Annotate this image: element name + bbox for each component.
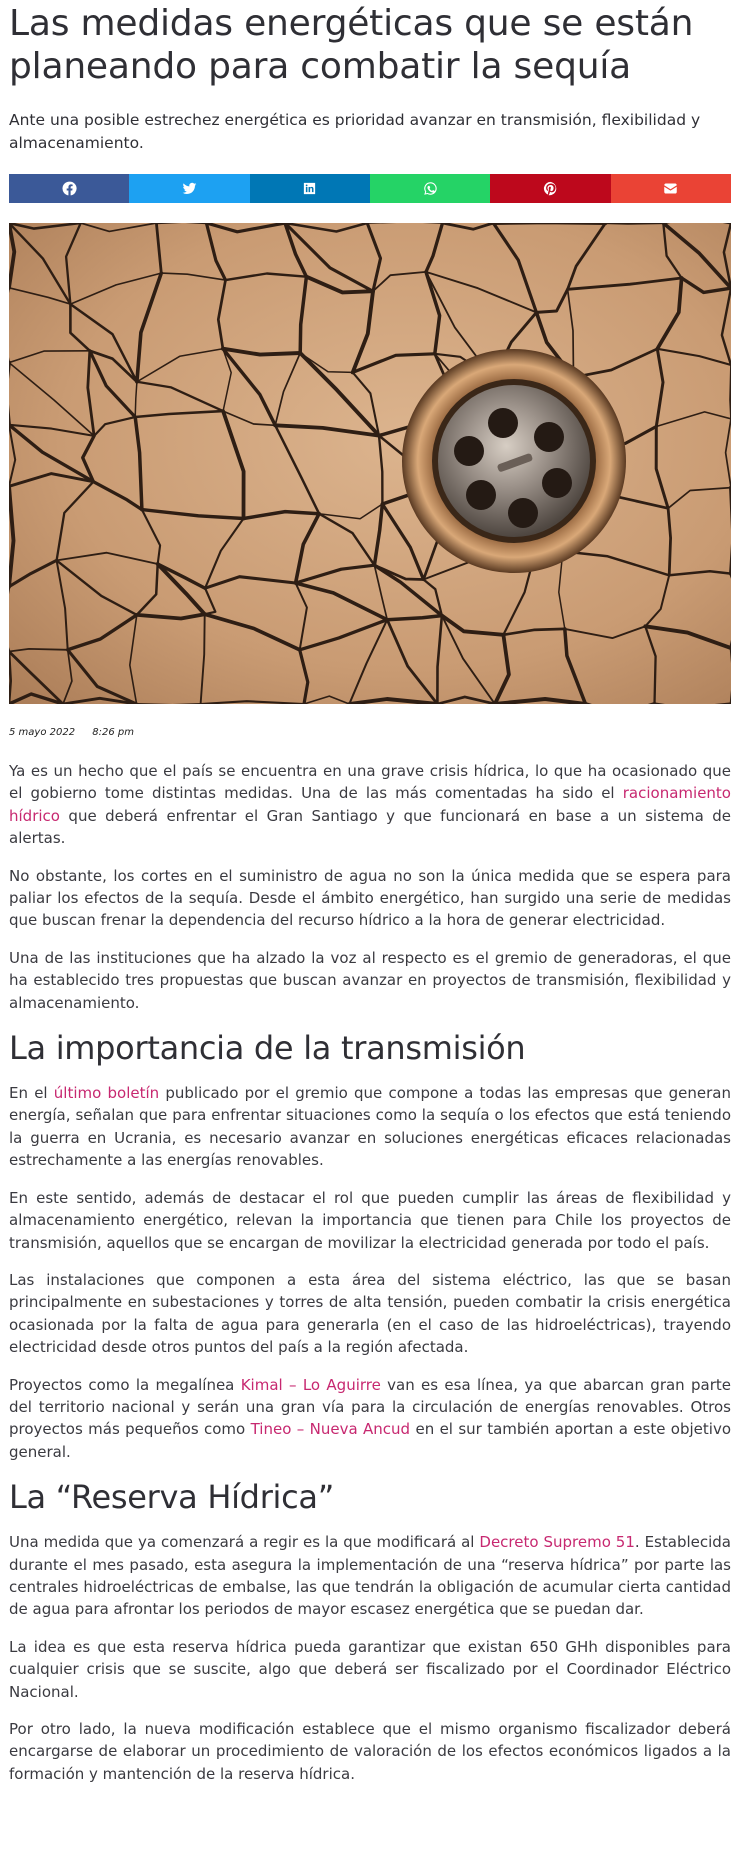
link-tineo-nueva-ancud[interactable]: Tineo – Nueva Ancud (250, 1420, 411, 1439)
text: Una medida que ya comenzará a regir es la que modificará al (9, 1533, 480, 1552)
paragraph (9, 1082, 731, 1172)
share-email-button[interactable] (611, 174, 731, 203)
paragraph: Una de las instituciones que ha alzado la voz al respecto es el gremio de generadoras, el que ha establecido tres propuestas que buscan avanzar en proyectos de transmisión, flexibilidad y almacenamiento. (9, 948, 731, 1012)
paragraph: Por otro lado, la nueva modificación establece que el mismo organismo fiscalizador deberá encargarse de elaborar un procedimiento de valoración de los efectos económicos ligados a la formación y mantención de la reserva hídrica. (9, 1720, 731, 1783)
whatsapp-icon (423, 181, 438, 196)
paragraph: Las instalaciones que componen a esta área del sistema eléctrico, las que se basan principalmente en subestaciones y torres de alta tensión, pueden combatir la crisis energética ocasionada por la falta de agua para generarla (en el caso de las hidroeléctricas), trayendo electricidad desde otros puntos del país a la región afectada. (9, 1270, 731, 1357)
crack-line (9, 652, 11, 705)
link-racionamiento-hidrico[interactable]: racionamiento hídrico (9, 784, 731, 825)
section-heading: La “Reserva Hídrica” (9, 1478, 335, 1517)
paragraph: No obstante, los cortes en el suministro de agua no son la única medida que se espera para paliar los efectos de la sequía. Desde el ámbito energético, han surgido una serie de medidas que buscan frenar la dependencia del recurso hídrico a la hora de generar electricidad. (9, 866, 731, 930)
paragraph: La idea es que esta reserva hídrica pueda garantizar que existan 650 GHh disponibles para cualquier crisis que se suscite, algo que deberá ser fiscalizado por el Coordinador Eléctrico Nacional. (9, 1637, 731, 1701)
share-bar (9, 174, 731, 203)
text: Ya es un hecho que el país se encuentra en una grave crisis hídrica, lo que ha ocasionado que el gobierno tome distintas medidas. Una de las más comentadas ha sido el (9, 762, 731, 803)
paragraph: En este sentido, además de destacar el rol que pueden cumplir las áreas de flexibilidad y almacenamiento energético, relevan la importancia que tienen para Chile los proyectos de transmisión, aquellos que se encargan de movilizar la electricidad generada por todo el país. (9, 1188, 731, 1252)
crack-line (730, 365, 731, 419)
text: van es esa línea, ya que abarcan gran parte del territorio nacional y serán una gran vía para la circulación de energías renovables. Otros proyectos más pequeños como (9, 1375, 731, 1439)
link-decreto-supremo-51[interactable]: Decreto Supremo 51 (479, 1533, 635, 1552)
dry-cracked-earth-drain-image (9, 223, 731, 704)
link-ultimo-boletin[interactable]: último boletín (53, 1084, 160, 1103)
email-icon (663, 181, 678, 196)
twitter-icon (182, 181, 197, 196)
text: que deberá enfrentar el Gran Santiago y que funcionará en base a un sistema de alertas. (9, 806, 731, 848)
share-pinterest-button[interactable] (490, 174, 610, 203)
text: . Establecida durante el mes pasado, esta asegura la implementación de una “reserva hídrica” por parte las centrales hidroeléctricas de embalse, las que tendrán la obligación de acumular cierta cantidad de agua para afrontar los periodos de mayor escasez energética que se puedan dar. (9, 1533, 731, 1619)
crack-line (606, 223, 664, 224)
section-heading: La importancia de la transmisión (9, 1029, 526, 1068)
paragraph (9, 1374, 731, 1464)
text: en el sur también aportan a este objetivo general. (9, 1420, 731, 1461)
share-whatsapp-button[interactable] (370, 174, 490, 203)
hero-image (9, 223, 731, 704)
pinterest-icon (543, 181, 558, 196)
share-facebook-button[interactable] (9, 174, 129, 203)
article-subtitle: Ante una posible estrechez energética es prioridad avanzar en transmisión, flexibilidad y almacenamiento. (9, 111, 701, 152)
paragraph (9, 1531, 731, 1621)
article-date: 5 mayo 2022 (9, 727, 76, 738)
text: Proyectos como la megalínea (9, 1375, 241, 1394)
share-linkedin-button[interactable] (250, 174, 370, 203)
text: publicado por el gremio que compone a todas las empresas que generan energía, señalan que para enfrentar situaciones como la sequía o los efectos que está teniendo la guerra en Ucrania, es necesario avanzar en soluciones energéticas eficaces relacionadas estrechamente a las energías renovables. (9, 1084, 731, 1170)
text: En el (9, 1084, 54, 1103)
page-title: Las medidas energéticas que se están planeando para combatir la sequía (9, 3, 694, 87)
article-time: 8:26 pm (92, 727, 134, 738)
link-kimal-lo-aguirre[interactable]: Kimal – Lo Aguirre (240, 1375, 381, 1394)
article-meta (9, 725, 731, 741)
share-twitter-button[interactable] (129, 174, 249, 203)
paragraph (9, 760, 731, 850)
linkedin-icon (302, 181, 317, 196)
facebook-icon (62, 181, 77, 196)
